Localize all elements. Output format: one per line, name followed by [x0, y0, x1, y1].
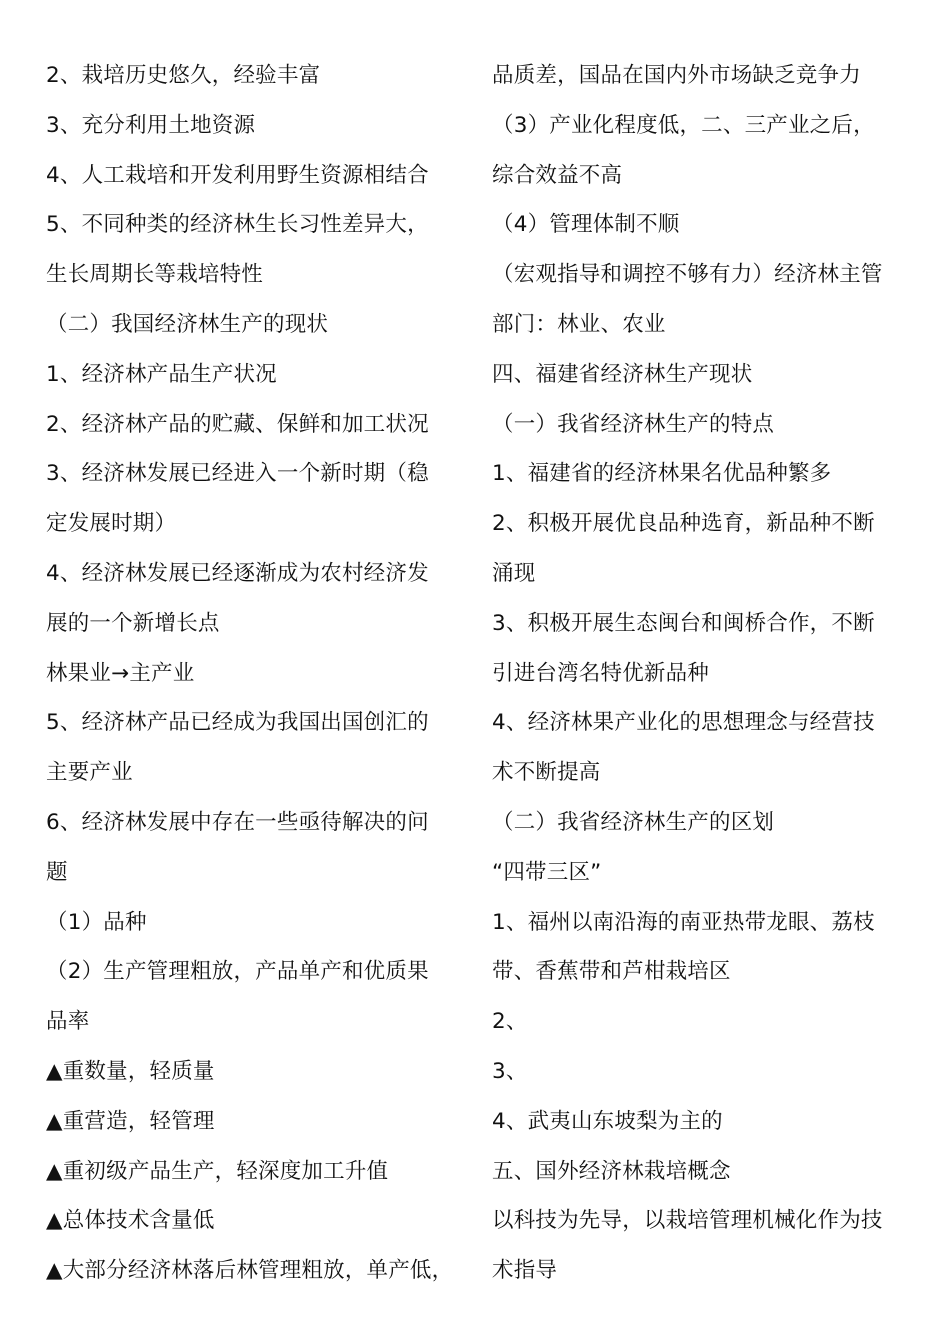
text-line: 3、积极开展生态闽台和闽桥合作，不断 [492, 610, 875, 636]
text-line: （4）管理体制不顺 [492, 212, 680, 238]
text-line: ▲大部分经济林落后林管理粗放，单产低， [46, 1258, 454, 1284]
text-line: 林果业→主产业 [46, 660, 195, 686]
text-line: 5、经济林产品已经成为我国出国创汇的 [46, 710, 429, 736]
text-line: 涌现 [492, 560, 536, 586]
text-line: 展的一个新增长点 [46, 610, 220, 636]
text-line: 综合效益不高 [492, 162, 623, 188]
text-line: （二）我省经济林生产的区划 [492, 809, 775, 835]
text-line: 4、经济林发展已经逐渐成为农村经济发 [46, 560, 429, 586]
text-line: （二）我国经济林生产的现状 [46, 311, 329, 337]
text-line: 4、人工栽培和开发利用野生资源相结合 [46, 162, 429, 188]
text-line: 术指导 [492, 1258, 558, 1284]
text-line: （一）我省经济林生产的特点 [492, 411, 775, 437]
text-line: “四带三区” [492, 859, 602, 885]
text-line: 2、积极开展优良品种选育，新品种不断 [492, 511, 875, 537]
text-line: 术不断提高 [492, 760, 601, 786]
text-line: 品质差，国品在国内外市场缺乏竞争力 [492, 63, 861, 88]
text-line: 部门：林业、农业 [492, 311, 666, 337]
text-line: 生长周期长等栽培特性 [46, 262, 264, 288]
text-line: （3）产业化程度低，二、三产业之后， [492, 112, 875, 138]
text-line: 5、不同种类的经济林生长习性差异大， [46, 212, 429, 238]
text-line: （2）生产管理粗放，产品单产和优质果 [46, 959, 429, 985]
text-line: ▲重数量，轻质量 [46, 1058, 215, 1084]
text-line: 2、经济林产品的贮藏、保鲜和加工状况 [46, 411, 429, 437]
text-line: 4、经济林果产业化的思想理念与经营技 [492, 710, 875, 736]
text-line: 引进台湾名特优新品种 [492, 660, 710, 686]
text-line: 题 [46, 859, 68, 885]
text-line: 带、香蕉带和芦柑栽培区 [492, 959, 731, 985]
text-line: 四、福建省经济林生产现状 [492, 361, 753, 387]
text-line: 1、福州以南沿海的南亚热带龙眼、荔枝 [492, 909, 875, 935]
text-line: 1、福建省的经济林果名优品种繁多 [492, 461, 832, 487]
text-line: ▲重营造，轻管理 [46, 1108, 215, 1134]
text-line: 6、经济林发展中存在一些亟待解决的问 [46, 809, 429, 835]
text-line: ▲总体技术含量低 [46, 1208, 215, 1234]
right-text-column [492, 51, 912, 1296]
text-line: ▲重初级产品生产，轻深度加工升值 [46, 1158, 389, 1184]
text-line: （宏观指导和调控不够有力）经济林主管 [492, 262, 883, 288]
text-line: 定发展时期） [46, 511, 177, 537]
text-line: 品率 [46, 1009, 90, 1035]
text-line: 3、 [492, 1058, 528, 1084]
text-line: 2、栽培历史悠久，经验丰富 [46, 63, 321, 88]
text-line: 以科技为先导，以栽培管理机械化作为技 [492, 1208, 883, 1234]
text-line: 2、 [492, 1009, 528, 1035]
left-text-column [46, 51, 466, 1296]
text-line: 1、经济林产品生产状况 [46, 361, 277, 387]
text-line: 4、武夷山东坡梨为主的 [492, 1108, 723, 1134]
text-line: 五、国外经济林栽培概念 [492, 1158, 731, 1184]
text-line: （1）品种 [46, 909, 147, 935]
text-line: 主要产业 [46, 760, 133, 786]
text-line: 3、经济林发展已经进入一个新时期（稳 [46, 461, 429, 487]
text-line: 3、充分利用土地资源 [46, 112, 256, 138]
